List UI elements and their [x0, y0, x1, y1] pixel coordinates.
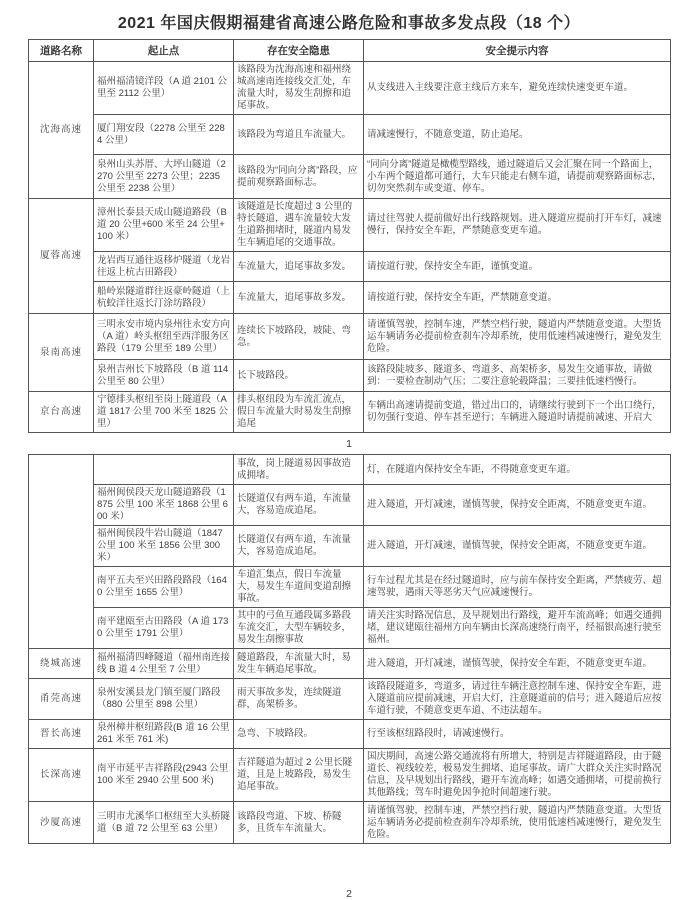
segment-cell: 泉州安溪县龙门镇至厦门路段（880 公里至 898 公里） — [94, 679, 234, 720]
tip-cell: 进入隧道，开灯减速，谨慎驾驶，保持安全距离，不随意变更车道。 — [364, 526, 671, 567]
tip-cell: 国庆期间，高速公路交通流将有所增大，特别是吉祥隧道路段，由于隧道长、视线较差，极易发生拥堵、追尾事故。请广大群众关注实时路况信息，及早规划出行路线，避开车流高峰；如遇交通拥堵，可提前换行其他路线；驾车时避免因争抢时间超速行驶。 — [364, 749, 671, 802]
hazard-table-page1 — [28, 39, 671, 433]
tip-cell: 请按道行驶，保持安全车距，谨慎变道。 — [364, 252, 671, 282]
segment-cell: 福州闽侯段天龙山隧道路段（1875 公里 100 米至 1868 公里 600 米） — [94, 485, 234, 526]
table-row — [29, 720, 671, 749]
segment-cell: 南平建瓯至古田路段（A 道 1730 公里至 1791 公里） — [94, 608, 234, 649]
hazard-cell: 长隧道仅有两车道，车流量大，容易造成追尾。 — [234, 485, 364, 526]
page-number-1: 1 — [346, 438, 352, 450]
hazard-cell: 其中的弓鱼互通段属多路段车流交汇，大型车辆较多，易发生刮擦事故 — [234, 608, 364, 649]
table-row — [29, 526, 671, 567]
segment-cell: 泉州樟井枢纽路段(B 道 16 公里 261 米至 761 米) — [94, 720, 234, 749]
hazard-cell: 吉祥隧道为超过 2 公里长隧道，且是上坡路段，易发生追尾事故。 — [234, 749, 364, 802]
segment-cell: 厦门翔安段（2278 公里至 2284 公里） — [94, 115, 234, 155]
tip-cell: 行至该枢纽路段时，请减速慢行。 — [364, 720, 671, 749]
table-row — [29, 455, 671, 485]
table-row — [29, 282, 671, 314]
table-row — [29, 252, 671, 282]
table-row — [29, 115, 671, 155]
tip-cell: 该路段陡坡多、隧道多、弯道多、高架桥多，易发生交通事故，请做到：一要检查制动气压；二要注意轮毂降温；三要挂低速档慢行。 — [364, 360, 671, 392]
hazard-cell: 排头枢纽段为车流汇流点，假日车流量大时易发生刮擦追尾 — [234, 392, 364, 433]
hazard-cell: 车流量大，追尾事故多发。 — [234, 252, 364, 282]
col-header-segment: 起止点 — [94, 40, 234, 62]
road-name-cell: 晋长高速 — [29, 720, 94, 749]
table-row — [29, 360, 671, 392]
road-name-cell: 长深高速 — [29, 749, 94, 802]
table-row — [29, 679, 671, 720]
hazard-cell: 车流量大，追尾事故多发。 — [234, 282, 364, 314]
segment-cell: 福州福清四峰隧道（福州南连接线 B 道 4 公里至 7 公里） — [94, 649, 234, 679]
road-name-cell: 沈海高速 — [29, 62, 94, 199]
table-row — [29, 392, 671, 433]
hazard-cell: 连续长下坡路段，坡陡、弯急。 — [234, 314, 364, 360]
road-name-cell: 甬莞高速 — [29, 679, 94, 720]
tip-cell: 从支线进入主线要注意主线后方来车，避免连续快速变更车道。 — [364, 62, 671, 115]
segment-cell: 漳州长泰县天成山隧道路段（B 道 20 公里+600 米至 24 公里+100 米） — [94, 199, 234, 252]
tip-cell: 车辆出高速请提前变道，错过出口的，请继续行驶到下一个出口绕行，切勿强行变道、停车甚至逆行；车辆进入隧道时请提前减速、开启大 — [364, 392, 671, 433]
segment-cell: 福州福清镜洋段（A 道 2101 公里至 2112 公里） — [94, 62, 234, 115]
hazard-cell: 长隧道仅有两车道，车流量大，容易造成追尾。 — [234, 526, 364, 567]
segment-cell: 船岭岽隧道群往返豪岭隧道（上杭蛟洋往返长汀涂坊路段） — [94, 282, 234, 314]
table-row — [29, 155, 671, 199]
hazard-cell: 该路段为弯道且车流量大。 — [234, 115, 364, 155]
tip-cell: “同向分离”隧道是橄榄型路线，通过隧道后又会汇聚在同一个路面上，小车两个隧道都可通行，大车只能走右侧车道，请提前观察路面标志，切勿突然刹车或变道、停车。 — [364, 155, 671, 199]
segment-cell: 福州闽侯段牛岩山隧道（1847 公里 100 米至 1856 公里 300 米） — [94, 526, 234, 567]
segment-cell: 宁德排头枢纽至岗上隧道段（A 道 1817 公里 700 米至 1825 公里） — [94, 392, 234, 433]
table-row — [29, 608, 671, 649]
segment-cell: 泉州吉州长下坡路段（B 道 114 公里至 80 公里） — [94, 360, 234, 392]
table-row — [29, 199, 671, 252]
segment-cell: 三明市尤溪华口枢纽至大头桥隧道（B 道 72 公里至 63 公里） — [94, 802, 234, 844]
table-row — [29, 314, 671, 360]
hazard-cell: 事故，岗上隧道易因事故造成拥堵。 — [234, 455, 364, 485]
road-name-cell: 沙厦高速 — [29, 802, 94, 844]
road-name-cell: 京台高速 — [29, 392, 94, 433]
tip-cell: 行车过程尤其是在经过隧道时，应与前车保持安全距离，严禁疲劳、超速驾驶，遇雨天等恶劣天气应减速慢行。 — [364, 567, 671, 608]
tip-cell: 进入隧道，开灯减速，谨慎驾驶，保持安全距离，不随意变更车道。 — [364, 485, 671, 526]
segment-cell: 龙岩西互通往返移炉隧道（龙岩往返上杭古田路段） — [94, 252, 234, 282]
tip-cell: 请按道行驶，保持安全车距，严禁随意变道。 — [364, 282, 671, 314]
segment-cell: 南平五夫至兴田路段路段（1640 公里至 1655 公里） — [94, 567, 234, 608]
road-name-cell — [29, 455, 94, 649]
table-row — [29, 749, 671, 802]
tip-cell: 该路段隧道多，弯道多，请过往车辆注意控制车速、保持安全车距，进入隧道前应提前减速，开启大灯，注意隧道前的信号；进入隧道后应按车道行驶，不随意变更车道、不违法超车。 — [364, 679, 671, 720]
page-number-2: 2 — [346, 888, 352, 900]
tip-cell: 请谨慎驾驶，控制车速，严禁空档行驶，隧道内严禁随意变道。大型货运车辆请务必提前检查刹车冷却系统，使用低速档减速慢行，避免发生危险。 — [364, 314, 671, 360]
hazard-cell: 车道汇集点，假日车流量大，易发生车道间变道刮擦事故。 — [234, 567, 364, 608]
tip-cell: 请关注实时路况信息，及早规划出行路线，避开车流高峰；如遇交通拥堵，建议建瓯往福州方向车辆由长深高速绕行南平，经福银高速行驶至福州。 — [364, 608, 671, 649]
segment-cell: 三明永安市境内泉州往永安方向（A 道）岭头枢纽至西洋服务区路段（179 公里至 189 公里） — [94, 314, 234, 360]
table-row — [29, 802, 671, 844]
header-row — [29, 40, 671, 62]
road-name-cell: 绕城高速 — [29, 649, 94, 679]
segment-cell — [94, 455, 234, 485]
road-name-cell: 泉南高速 — [29, 314, 94, 392]
table-row — [29, 62, 671, 115]
col-header-hazard: 存在安全隐患 — [234, 40, 364, 62]
hazard-cell: 该路段为“同向分离”路段，应提前观察路面标志。 — [234, 155, 364, 199]
hazard-cell: 该路段弯道、下坡、桥隧多，且货车车流量大。 — [234, 802, 364, 844]
page-title: 2021 年国庆假期福建省高速公路危险和事故多发点段（18 个） — [117, 15, 581, 32]
hazard-cell: 该隧道是长度超过 3 公里的特长隧道，遇车流量较大发生道路拥堵时，隧道内易发生车辆追尾的交通事故。 — [234, 199, 364, 252]
tip-cell: 请过往驾驶人提前做好出行线路规划。进入隧道应提前打开车灯，减速慢行，保持安全车距，严禁随意变更车道。 — [364, 199, 671, 252]
hazard-cell: 雨天事故多发，连续隧道群，高架桥多。 — [234, 679, 364, 720]
tip-cell: 灯，在隧道内保持安全车距，不得随意变更车道。 — [364, 455, 671, 485]
tip-cell: 请减速慢行，不随意变道，防止追尾。 — [364, 115, 671, 155]
hazard-table-page2 — [28, 454, 671, 844]
hazard-cell: 隧道路段，车流量大时，易发生车辆追尾事故。 — [234, 649, 364, 679]
segment-cell: 泉州山头苏厝、大坪山隧道（2270 公里至 2273 公里；2235 公里至 2238 公里） — [94, 155, 234, 199]
table-row — [29, 649, 671, 679]
hazard-cell: 该路段为沈海高速和福州绕城高速南连接线交汇处，车流量大时，易发生刮擦和追尾事故。 — [234, 62, 364, 115]
col-header-safety-tips: 安全提示内容 — [364, 40, 671, 62]
tip-cell: 请谨慎驾驶，控制车速，严禁空挡行驶，隧道内严禁随意变道。大型货运车辆请务必提前检查刹车冷却系统，使用低速档减速慢行，避免发生危险。 — [364, 802, 671, 844]
tip-cell: 进入隧道，开灯减速，谨慎驾驶，保持安全车距，不随意变更车道。 — [364, 649, 671, 679]
segment-cell: 南平市延平吉祥路段(2943 公里 100 米至 2940 公里 500 米) — [94, 749, 234, 802]
hazard-cell: 长下坡路段。 — [234, 360, 364, 392]
hazard-cell: 急弯、下坡路段。 — [234, 720, 364, 749]
col-header-road-name: 道路名称 — [29, 40, 94, 62]
table-row — [29, 567, 671, 608]
road-name-cell: 厦蓉高速 — [29, 199, 94, 314]
table-row — [29, 485, 671, 526]
